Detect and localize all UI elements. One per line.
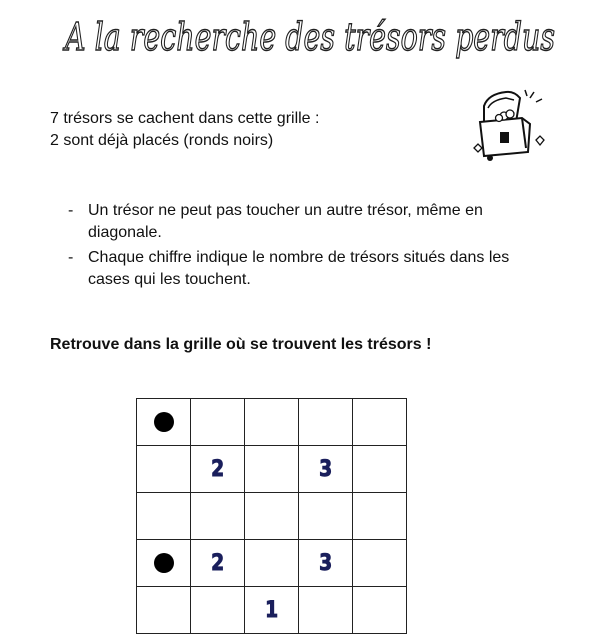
grid-cell[interactable] xyxy=(299,446,353,493)
grid-cell[interactable] xyxy=(245,587,299,634)
grid-cell[interactable] xyxy=(191,399,245,446)
intro-line-1: 7 trésors se cachent dans cette grille : xyxy=(50,110,320,127)
rule-item xyxy=(68,247,548,291)
grid-row xyxy=(137,540,407,587)
intro-line-2: 2 sont déjà placés (ronds noirs) xyxy=(50,132,274,149)
grid-cell[interactable] xyxy=(137,540,191,587)
page-title-art xyxy=(60,2,560,72)
grid-cell[interactable] xyxy=(191,446,245,493)
grid-cell[interactable] xyxy=(191,540,245,587)
grid-cell[interactable] xyxy=(299,493,353,540)
page-title xyxy=(60,2,560,72)
rules-list xyxy=(68,200,548,294)
grid-row xyxy=(137,399,407,446)
grid-cell[interactable] xyxy=(353,446,407,493)
grid-cell[interactable] xyxy=(137,587,191,634)
grid-cell[interactable] xyxy=(137,399,191,446)
grid-cell[interactable] xyxy=(353,399,407,446)
grid-cell[interactable] xyxy=(191,493,245,540)
rule-bullet: - xyxy=(68,202,74,219)
clue-number: 1 xyxy=(264,597,279,623)
clue-number: 3 xyxy=(318,456,333,482)
grid-row xyxy=(137,587,407,634)
grid-cell[interactable] xyxy=(299,540,353,587)
grid-cell[interactable] xyxy=(245,540,299,587)
clue-number: 2 xyxy=(210,550,225,576)
grid-cell[interactable] xyxy=(299,587,353,634)
puzzle-grid xyxy=(136,398,407,634)
grid-cell[interactable] xyxy=(353,587,407,634)
rule-item xyxy=(68,200,548,244)
treasure-chest-icon xyxy=(470,88,555,163)
clue-number: 3 xyxy=(318,550,333,576)
rule-text: Un trésor ne peut pas toucher un autre trésor, même en diagonale. xyxy=(88,202,483,241)
intro-text xyxy=(50,108,319,152)
rule-text: Chaque chiffre indique le nombre de trésors situés dans les cases qui les touchent. xyxy=(88,249,510,288)
grid-cell[interactable] xyxy=(299,399,353,446)
instruction-text: Retrouve dans la grille où se trouvent les trésors ! xyxy=(50,336,432,353)
treasure-dot xyxy=(154,412,174,432)
grid-cell[interactable] xyxy=(353,540,407,587)
grid-cell[interactable] xyxy=(137,446,191,493)
grid-cell[interactable] xyxy=(245,399,299,446)
grid-cell[interactable] xyxy=(245,446,299,493)
treasure-dot xyxy=(154,553,174,573)
grid-cell[interactable] xyxy=(137,493,191,540)
rule-bullet: - xyxy=(68,249,74,266)
grid-cell[interactable] xyxy=(191,587,245,634)
page-title-text: A la recherche des trésors perdus xyxy=(62,15,556,59)
grid-row xyxy=(137,446,407,493)
clue-number: 2 xyxy=(210,456,225,482)
grid-row xyxy=(137,493,407,540)
grid-cell[interactable] xyxy=(245,493,299,540)
grid-cell[interactable] xyxy=(353,493,407,540)
